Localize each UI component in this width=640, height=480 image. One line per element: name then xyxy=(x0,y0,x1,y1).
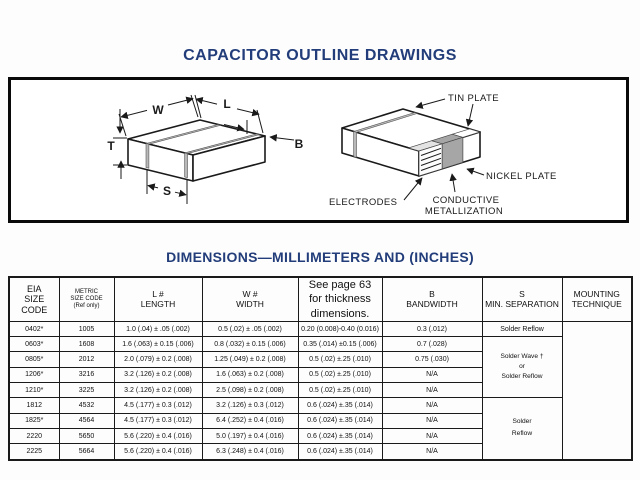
col-header-width: W # WIDTH xyxy=(202,277,298,321)
metric-code: 1608 xyxy=(59,337,114,352)
width-value: 0.8 (.032) ± 0.15 (.006) xyxy=(202,337,298,352)
separation-value: N/A xyxy=(382,413,482,428)
separation-value: N/A xyxy=(382,398,482,413)
dimension-t xyxy=(113,109,127,179)
electrodes-label: ELECTRODES xyxy=(329,197,398,208)
capacitor-construction-right xyxy=(329,93,557,217)
separation-value: N/A xyxy=(382,444,482,460)
col-header-separation: S MIN. SEPARATION xyxy=(482,277,562,321)
dimensions-table xyxy=(8,276,633,461)
length-value: 1.6 (.063) ± 0.15 (.006) xyxy=(114,337,202,352)
bandwidth-value: 0.6 (.024) ±.35 (.014) xyxy=(298,444,382,460)
bandwidth-value: 0.6 (.024) ±.35 (.014) xyxy=(298,428,382,443)
eia-code: 2225 xyxy=(9,444,59,460)
col-header-bandwidth: B BANDWIDTH xyxy=(382,277,482,321)
tin-plate-label: TIN PLATE xyxy=(448,93,499,104)
thickness-note: See page 63 for thickness dimensions. xyxy=(298,277,382,321)
width-value: 3.2 (.126) ± 0.3 (.012) xyxy=(202,398,298,413)
length-value: 3.2 (.126) ± 0.2 (.008) xyxy=(114,367,202,382)
eia-code: 0603* xyxy=(9,337,59,352)
width-value: 6.4 (.252) ± 0.4 (.016) xyxy=(202,413,298,428)
table-row xyxy=(9,398,632,413)
separation-value: N/A xyxy=(382,383,482,398)
length-value: 5.6 (.220) ± 0.4 (.016) xyxy=(114,428,202,443)
dimensions-heading: DIMENSIONS—MILLIMETERS AND (INCHES) xyxy=(166,249,474,265)
dimension-label-t: T xyxy=(107,139,115,153)
width-value: 1.25 (.049) ± 0.2 (.008) xyxy=(202,352,298,367)
length-value: 4.5 (.177) ± 0.3 (.012) xyxy=(114,413,202,428)
mounting-value-group: Solder Wave † or Solder Reflow xyxy=(482,337,562,398)
metric-code: 5650 xyxy=(59,428,114,443)
eia-code: 1825* xyxy=(9,413,59,428)
conductive-metallization-label-line2: METALLIZATION xyxy=(424,206,504,217)
eia-code: 1210* xyxy=(9,383,59,398)
conductive-metallization-label-line1: CONDUCTIVE xyxy=(432,195,500,206)
nickel-plate-label: NICKEL PLATE xyxy=(486,171,557,182)
eia-code: 1206* xyxy=(9,367,59,382)
capacitor-outline-svg xyxy=(11,80,626,220)
dimension-label-b: B xyxy=(294,137,304,151)
table-row xyxy=(9,321,632,336)
bandwidth-value: 0.20 (0.008)-0.40 (0.016) xyxy=(298,321,382,336)
length-value: 2.0 (.079) ± 0.2 (.008) xyxy=(114,352,202,367)
separation-value: 0.7 (.028) xyxy=(382,337,482,352)
capacitor-drawings-panel xyxy=(8,77,629,223)
length-value: 1.0 (.04) ± .05 (.002) xyxy=(114,321,202,336)
metric-code: 1005 xyxy=(59,321,114,336)
metric-code: 3216 xyxy=(59,367,114,382)
bandwidth-value: 0.5 (.02) ±.25 (.010) xyxy=(298,367,382,382)
page-title: CAPACITOR OUTLINE DRAWINGS xyxy=(183,47,457,64)
separation-value: 0.75 (.030) xyxy=(382,352,482,367)
metric-code: 3225 xyxy=(59,383,114,398)
length-value: 5.6 (.220) ± 0.4 (.016) xyxy=(114,444,202,460)
bandwidth-value: 0.6 (.024) ±.35 (.014) xyxy=(298,413,382,428)
col-header-mounting: MOUNTING TECHNIQUE xyxy=(562,277,632,321)
eia-code: 0402* xyxy=(9,321,59,336)
width-value: 1.6 (.063) ± 0.2 (.008) xyxy=(202,367,298,382)
width-value: 6.3 (.248) ± 0.4 (.016) xyxy=(202,444,298,460)
bandwidth-value: 0.5 (.02) ±.25 (.010) xyxy=(298,383,382,398)
bandwidth-value: 0.35 (.014) ±0.15 (.006) xyxy=(298,337,382,352)
dimensions-table-wrapper xyxy=(8,276,632,461)
width-value: 2.5 (.098) ± 0.2 (.008) xyxy=(202,383,298,398)
header-row xyxy=(9,277,632,321)
width-value: 0.5 (.02) ± .05 (.002) xyxy=(202,321,298,336)
separation-value: N/A xyxy=(382,428,482,443)
eia-code: 2220 xyxy=(9,428,59,443)
table-row xyxy=(9,337,632,352)
dimension-label-l: L xyxy=(223,97,231,111)
separation-value: N/A xyxy=(382,367,482,382)
mounting-value: Solder Reflow xyxy=(482,321,562,336)
capacitor-outline-left xyxy=(107,95,303,204)
eia-code: 0805* xyxy=(9,352,59,367)
eia-code: 1812 xyxy=(9,398,59,413)
dimension-label-w: W xyxy=(152,103,164,117)
metric-code: 5664 xyxy=(59,444,114,460)
bandwidth-value: 0.5 (.02) ±.25 (.010) xyxy=(298,352,382,367)
col-header-eia: EIA SIZE CODE xyxy=(9,277,59,321)
length-value: 3.2 (.126) ± 0.2 (.008) xyxy=(114,383,202,398)
col-header-length: L # LENGTH xyxy=(114,277,202,321)
metric-code: 2012 xyxy=(59,352,114,367)
col-header-metric: METRIC SIZE CODE (Ref only) xyxy=(59,277,114,321)
mounting-value-group: Solder Reflow xyxy=(482,398,562,460)
separation-value: 0.3 (.012) xyxy=(382,321,482,336)
dimension-label-s: S xyxy=(162,184,172,198)
metric-code: 4564 xyxy=(59,413,114,428)
metric-code: 4532 xyxy=(59,398,114,413)
width-value: 5.0 (.197) ± 0.4 (.016) xyxy=(202,428,298,443)
bandwidth-value: 0.6 (.024) ±.35 (.014) xyxy=(298,398,382,413)
length-value: 4.5 (.177) ± 0.3 (.012) xyxy=(114,398,202,413)
